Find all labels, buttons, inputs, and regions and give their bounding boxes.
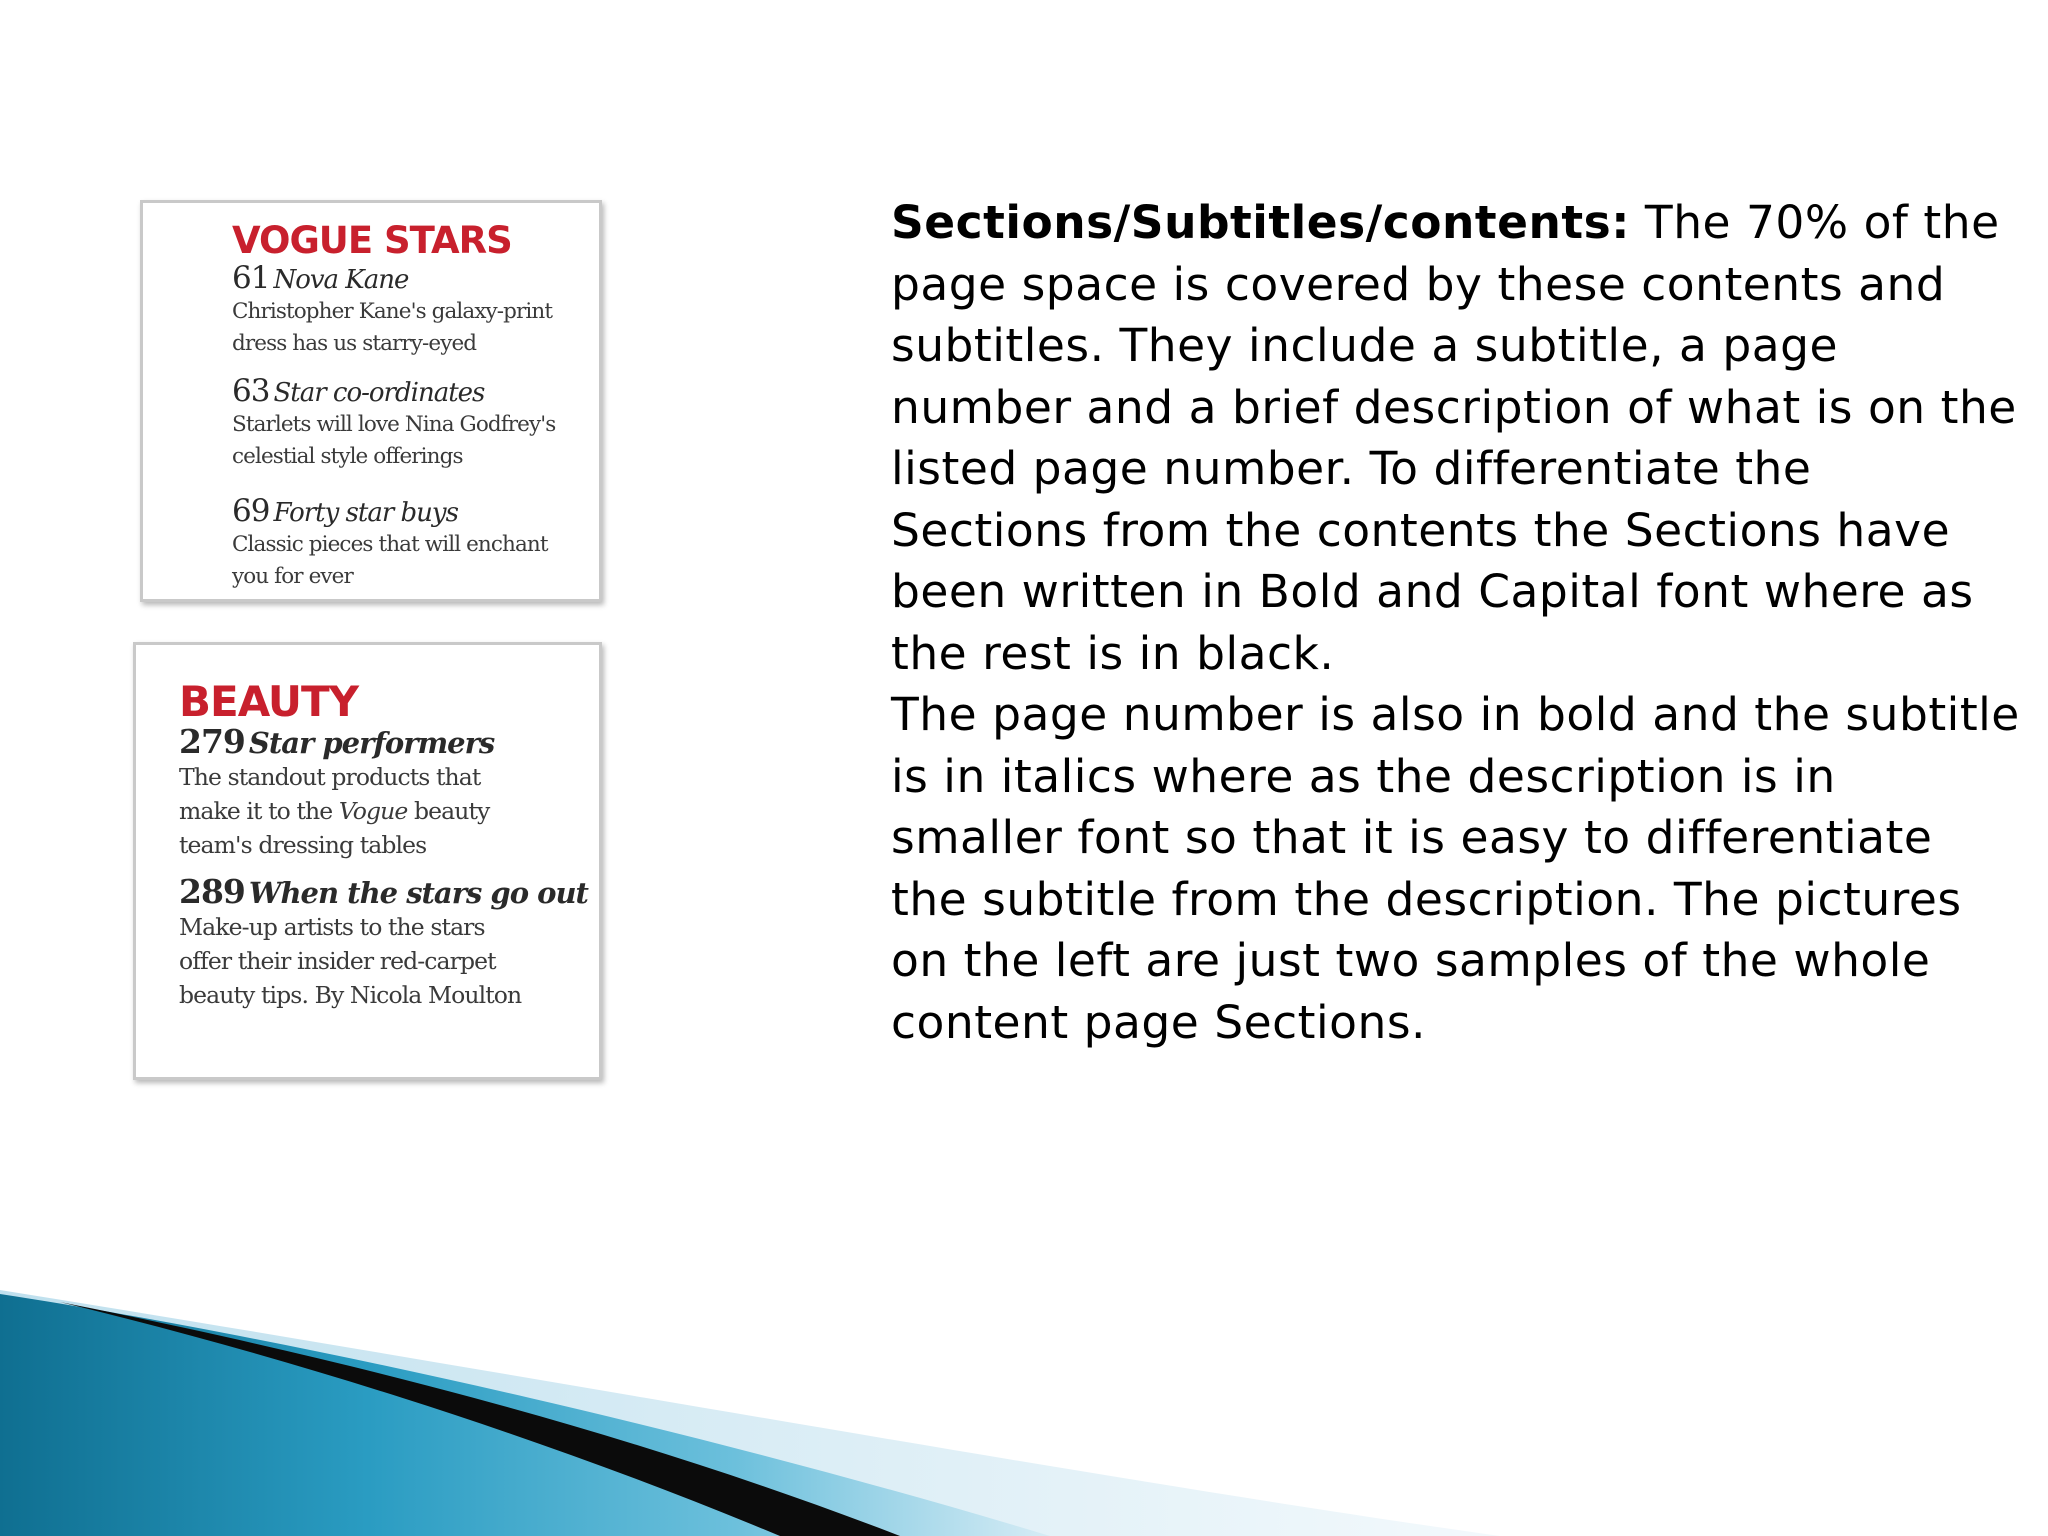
description-text: The standout products that make it to the [179, 763, 481, 825]
paragraph-2: The page number is also in bold and the subtitle is in italics where as the description is in smaller font so that it is easy to differentiate the subtitle from the description. The pictures on the left are just two samples of the whole content page Sections. [891, 688, 2020, 1049]
entry-subtitle: Star co-ordinates [273, 378, 485, 408]
contents-entry [232, 260, 602, 360]
page-number: 61 [232, 260, 270, 296]
entry-subtitle: Forty star buys [273, 498, 458, 528]
entry-subtitle: Star performers [248, 726, 495, 760]
contents-entry [232, 493, 602, 593]
entry-description: Christopher Kane's galaxy-print dress has us starry-eyed [232, 299, 553, 356]
contents-entry [179, 872, 609, 1012]
description-italic: Vogue [338, 797, 408, 825]
description-text: beauty team's dressing tables [179, 797, 490, 859]
page-number: 69 [232, 493, 270, 529]
paragraph-1 [891, 192, 2021, 684]
page-number: 279 [179, 722, 245, 761]
vogue-stars-clipping [140, 200, 602, 602]
decorative-swoosh [0, 1280, 2048, 1536]
section-title-vogue-stars: VOGUE STARS [232, 219, 512, 262]
contents-entry [179, 722, 609, 862]
body-text [891, 192, 2021, 1053]
entry-description: Classic pieces that will enchant you for ever [232, 532, 548, 589]
entry-description: Starlets will love Nina Godfrey's celestial style offerings [232, 412, 556, 469]
beauty-clipping [133, 642, 602, 1080]
paragraph-1-text: The 70% of the page space is covered by these contents and subtitles. They include a subtitle, a page number and a brief description of what is on the listed page number. To differentiate the Sections from the contents the Sections have been written in Bold and Capital font where as the rest is in black. [891, 196, 2017, 680]
section-title-beauty: BEAUTY [179, 677, 359, 726]
entry-description [179, 760, 609, 862]
page-number: 289 [179, 872, 245, 911]
contents-entry [232, 373, 602, 473]
lead-heading: Sections/Subtitles/contents: [891, 196, 1630, 249]
entry-description: Make-up artists to the stars offer their insider red-carpet beauty tips. By Nicola Moulton [179, 913, 522, 1009]
page-number: 63 [232, 373, 270, 409]
entry-subtitle: Nova Kane [273, 265, 409, 295]
entry-subtitle: When the stars go out [248, 876, 588, 910]
